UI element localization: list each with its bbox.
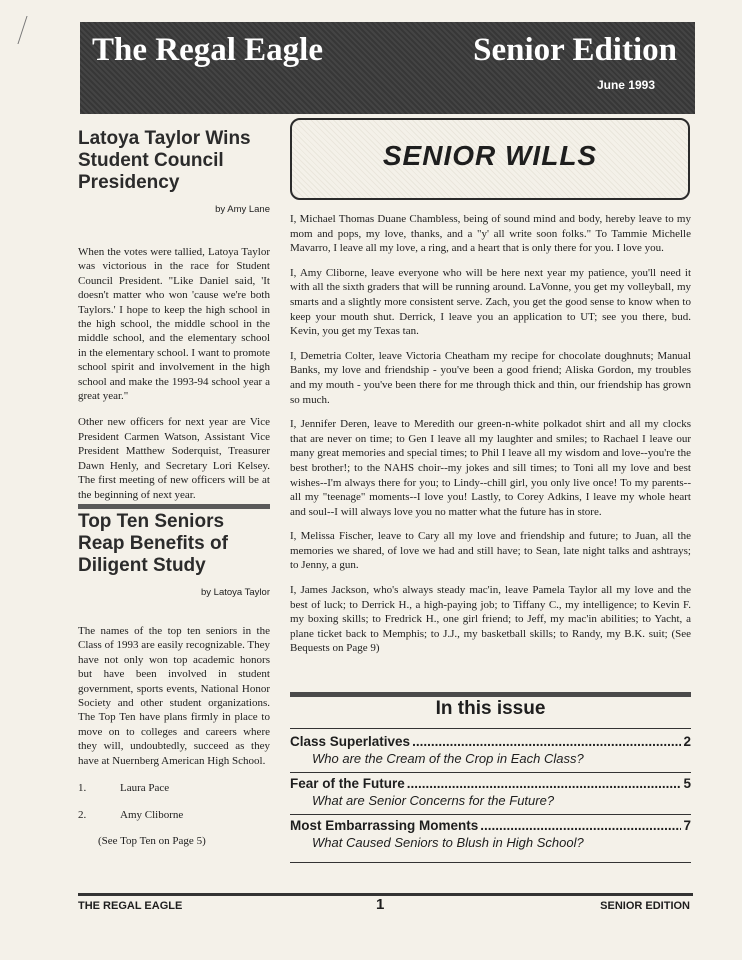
toc-entry xyxy=(290,776,691,808)
will-paragraph: I, Melissa Fischer, leave to Cary all my love and friendship and future; to Juan, all the memories we shared, of love we had and still have; to Sean, late night talks and ashtrays; to Jenny, a gun. xyxy=(290,530,691,572)
will-paragraph: I, Demetria Colter, leave Victoria Cheatham my recipe for chocolate doughnuts; Manual Banks, my love and friendship - you've been a good friend; Aliska Gordon, my troubles and my mouth - you've been there for me through thick and thin, our friendship has grown so much. xyxy=(290,349,691,406)
toc-leader-dots xyxy=(407,776,682,791)
footer-edition: SENIOR EDITION xyxy=(600,900,690,912)
continued-note: (See Top Ten on Page 5) xyxy=(98,834,206,847)
issue-rule xyxy=(290,862,691,863)
toc-entry xyxy=(290,734,691,766)
article2-byline: by Latoya Taylor xyxy=(200,586,270,598)
senior-wills-title: SENIOR WILLS xyxy=(382,140,598,171)
list-item xyxy=(78,782,270,794)
toc-row xyxy=(290,818,691,833)
article2-headline: Top Ten Seniors Reap Benefits of Diligent Study xyxy=(78,510,228,576)
article2-paragraph-1: The names of the top ten seniors in the Class of 1993 are easily recognizable. They have not only won top academic honors but have been involved in student government, sports events, National Honor Society and other student organizations. The Top Ten have plans firmly in place to move on to colleges and careers where they will, undoubtedly, succeed as they have at Nuernberg American High School. xyxy=(78,624,270,767)
edition-title: Senior Edition xyxy=(473,32,677,68)
issue-rule xyxy=(290,772,691,773)
senior-wills-banner xyxy=(290,118,690,200)
article1-paragraph-1: When the votes were tallied, Latoya Taylor was victorious in the race for Student Council President. "Like Daniel said, 'It doesn't matter who won 'cause we're both Taylors.' I hope to keep the high school in the high school, the middle school in the middle school, and the elementary school in the elementary school. I want to promote school spirit and involvement in the high school and make the 1993-94 school year a great year." xyxy=(78,246,270,403)
newspaper-title: The Regal Eagle xyxy=(92,32,323,68)
article1-paragraph-2: Other new officers for next year are Vice President Carmen Watson, Assistant Vice President Matthew Soderquist, Treasurer Dawn Henly, and Secretary Lori Kelsey. The first meeting of new officers will be at the beginning of next year. xyxy=(78,416,270,501)
will-paragraph: I, Amy Cliborne, leave everyone who will be here next year my patience, you'll need it with all the sixth graders that will be running around. LaVonne, you get my volleyball, my smarts and a slightly more consistent serve. Zach, you get the good sense to know when to keep your mouth shut. Derrick, I leave you an application to UT; see you there, bud. Kevin, you get my Texas tan. xyxy=(290,266,691,338)
issue-rule xyxy=(290,728,691,729)
toc-page-number: 2 xyxy=(683,734,691,749)
toc-title: Class Superlatives xyxy=(290,734,411,749)
list-item-name: Laura Pace xyxy=(120,781,170,794)
article1-headline: Latoya Taylor Wins Student Council Presidency xyxy=(78,128,251,193)
list-item-name: Amy Cliborne xyxy=(120,808,184,821)
toc-leader-dots xyxy=(412,734,681,749)
in-this-issue-heading: In this issue xyxy=(435,698,546,719)
left-column xyxy=(78,128,270,847)
list-item xyxy=(78,809,270,821)
masthead xyxy=(80,22,695,114)
list-item-number: 2. xyxy=(78,808,87,821)
will-paragraph: I, James Jackson, who's always steady mac'in, leave Pamela Taylor all my love and the best of luck; to Derrick H., a high-paying job; to Tiffany C., my intelligence; to Kevin F. my boxing skills; to Fredrick H., one girl friend; to Jeff, my mac'in abilities; to Yacht, a plane ticket back to Memphis; to J.J., my basketball skills; to Randy, my B.K. suit; (See Bequests on Page 9) xyxy=(290,584,691,655)
issue-top-bar xyxy=(290,692,691,697)
will-paragraph: I, Michael Thomas Duane Chambless, being of sound mind and body, hereby leave to my mom and pops, my love, thanks, and a "y' all write soon folks." To Tammie Michelle Mavarro, I leave all my love, a ring, and a heart that is only there for you. I love you. xyxy=(290,213,691,255)
footer-rule xyxy=(78,893,693,896)
toc-title: Most Embarrassing Moments xyxy=(290,818,479,833)
toc-entry xyxy=(290,818,691,850)
article1-byline: by Amy Lane xyxy=(215,204,270,215)
toc-page-number: 7 xyxy=(683,818,691,833)
toc-subtitle: What Caused Seniors to Blush in High School? xyxy=(312,835,584,850)
toc-leader-dots xyxy=(480,818,681,833)
list-item-number: 1. xyxy=(78,781,87,794)
toc-subtitle: What are Senior Concerns for the Future? xyxy=(312,793,555,808)
will-paragraph: I, Jennifer Deren, leave to Meredith our green-n-white polkadot shirt and all my clocks that are never on time; to Gen I leave all my laughter and smiles; to Rachael I leave our many great memories and special times; to Phil I leave all my wisdom and love--you're the best brother!; to the NAHS choir--my jokes and sill times; to Toni all my love and best wishes--I'm always there for you; to Lindy--chill girl, you only live once! To my parents--all my "teenage" moments--I love you! Lastly, to Corey Adkins, I leave my whole heart and soul--I will always love you no matter what the future has in store. xyxy=(290,418,691,518)
footer-publication: THE REGAL EAGLE xyxy=(78,900,183,912)
column-divider xyxy=(78,504,270,509)
toc-page-number: 5 xyxy=(683,776,691,791)
margin-pen-mark xyxy=(17,16,39,44)
senior-wills-column xyxy=(290,212,691,666)
toc-row xyxy=(290,776,691,791)
toc-row xyxy=(290,734,691,749)
issue-date: June 1993 xyxy=(596,78,655,92)
issue-rule xyxy=(290,814,691,815)
toc-subtitle: Who are the Cream of the Crop in Each Class? xyxy=(312,751,584,766)
footer-page-number: 1 xyxy=(376,896,385,913)
toc-title: Fear of the Future xyxy=(290,776,405,791)
